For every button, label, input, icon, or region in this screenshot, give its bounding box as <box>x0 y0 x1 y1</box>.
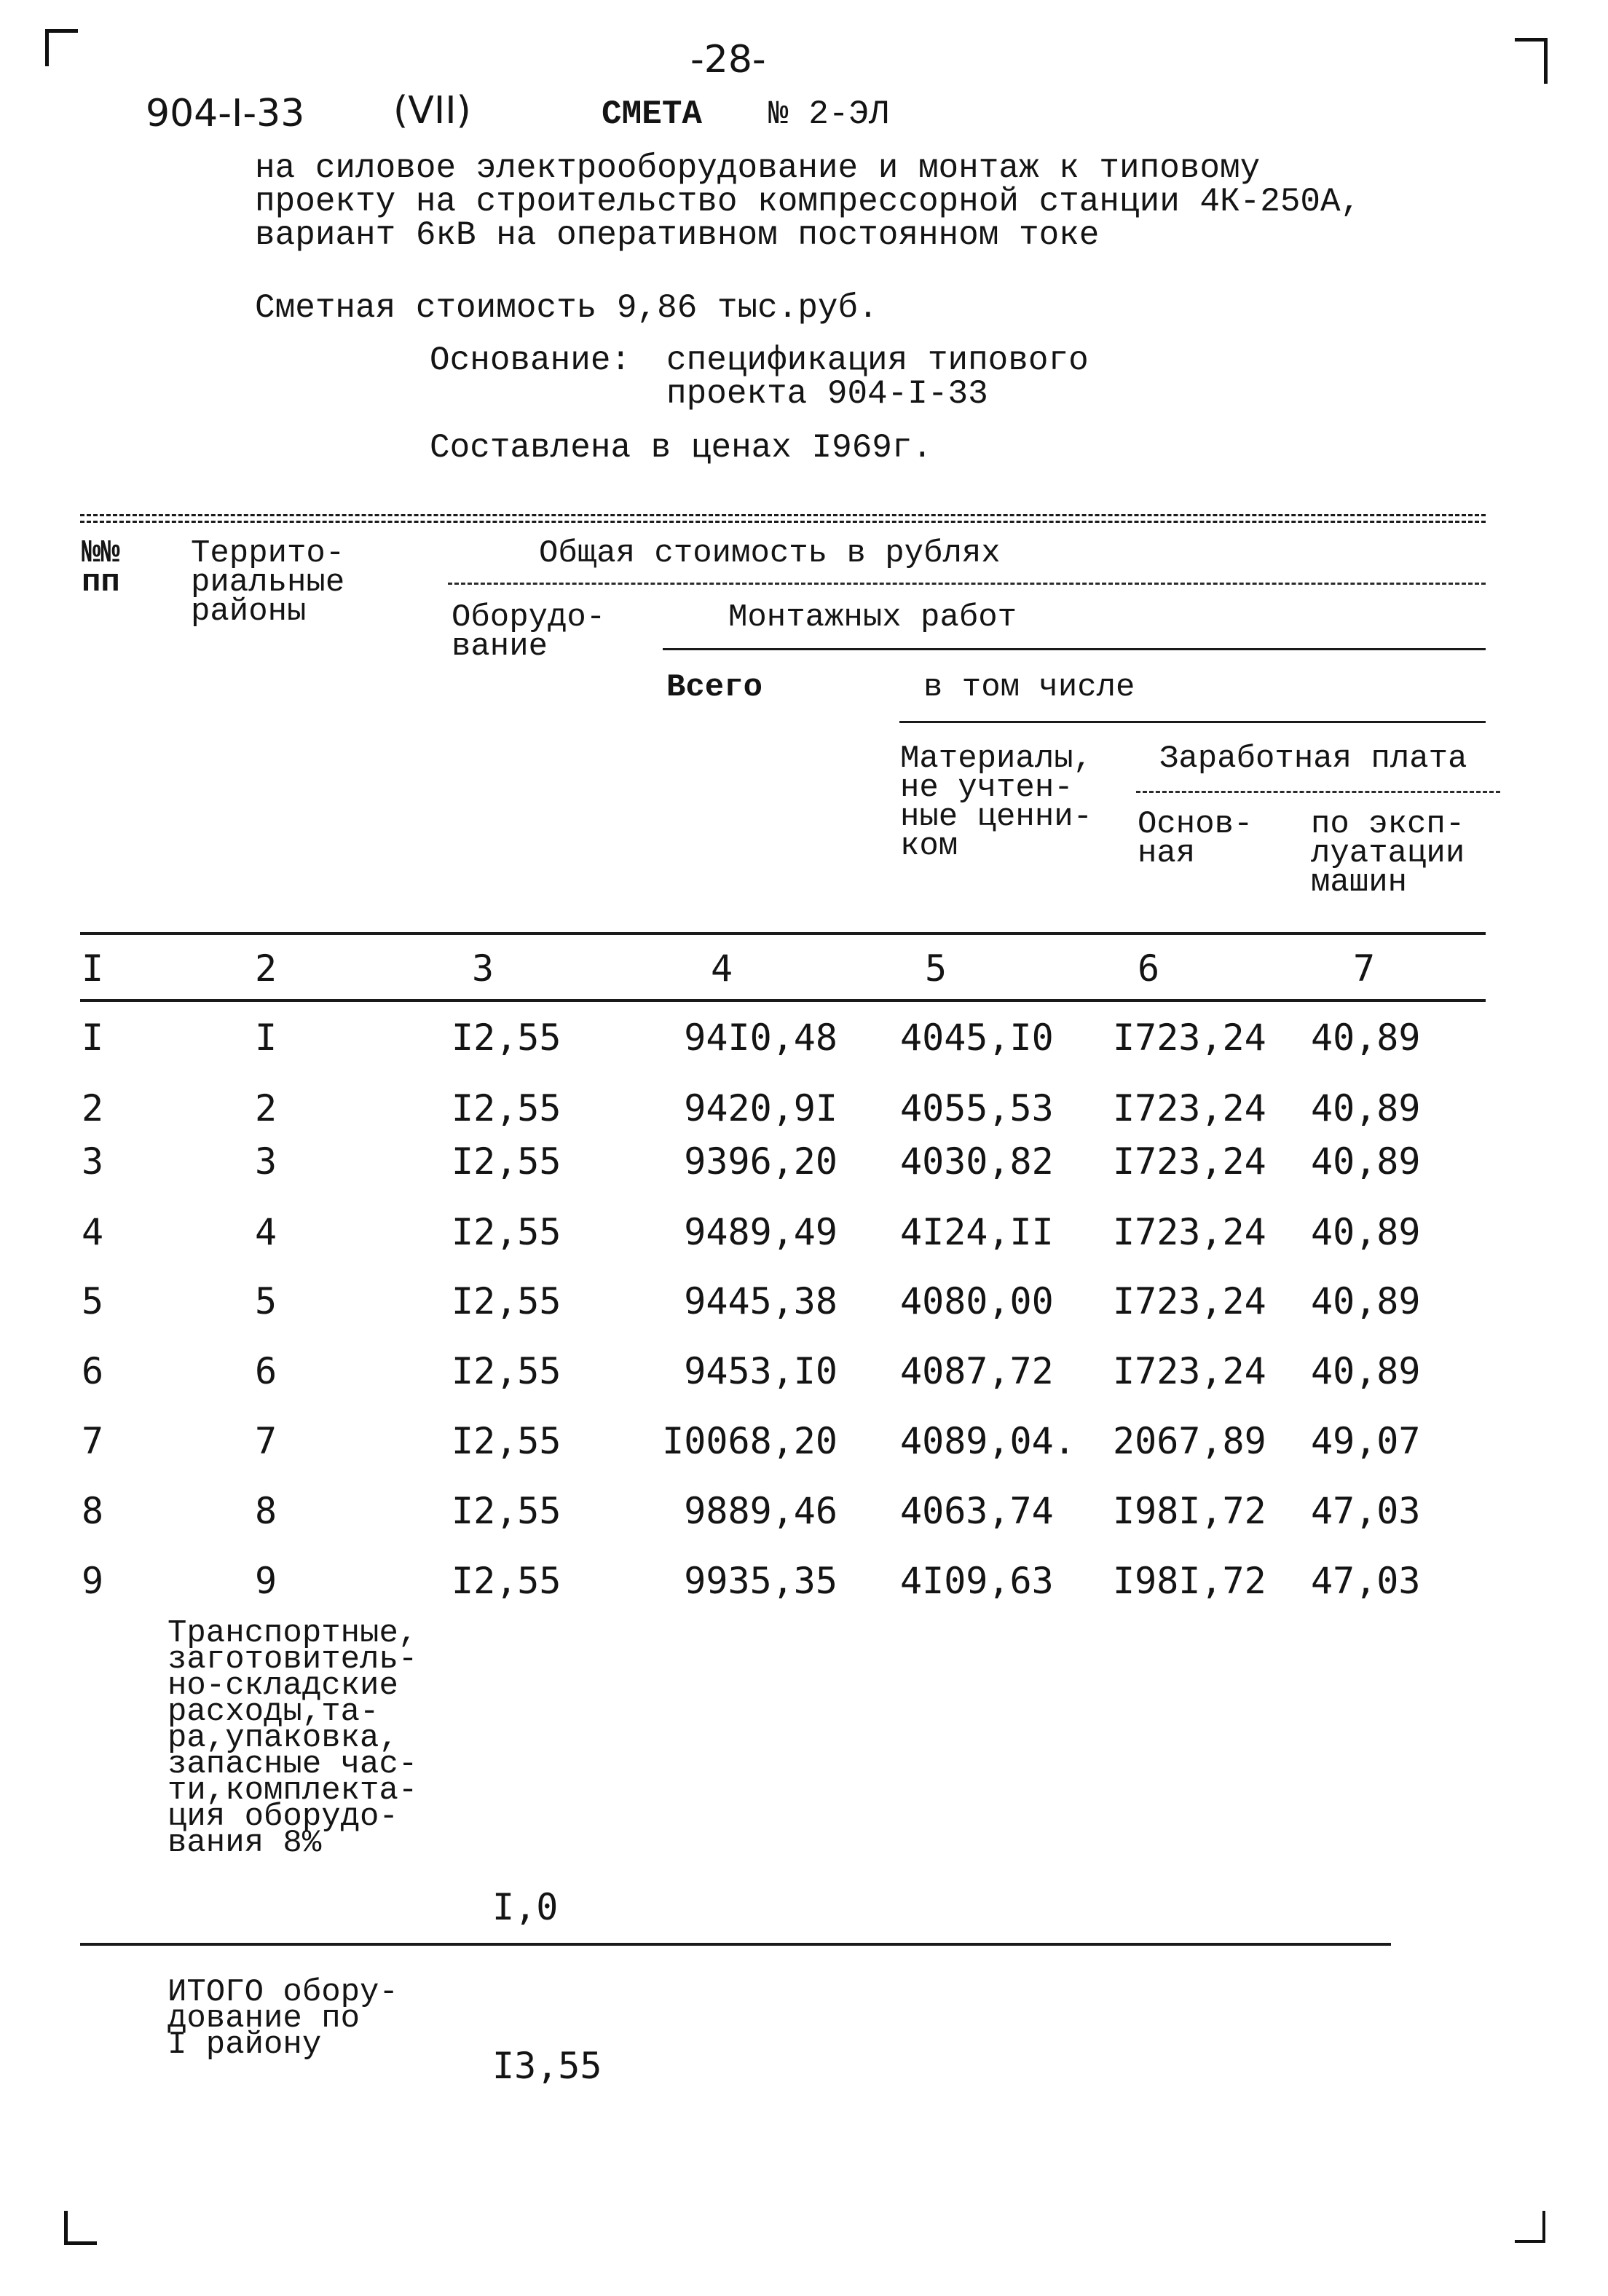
rule-under-wages <box>1136 791 1500 793</box>
table-cell: 4087,72 <box>900 1350 1054 1392</box>
table-cell: I723,24 <box>1113 1087 1266 1129</box>
rule-under-total-cost <box>448 583 1486 585</box>
table-cell: I2,55 <box>452 1140 561 1183</box>
table-cell: 2067,89 <box>1113 1420 1266 1462</box>
table-cell: I2,55 <box>452 1280 561 1322</box>
table-cell: 6 <box>255 1350 277 1392</box>
column-number: 5 <box>925 947 947 990</box>
table-cell: 3 <box>255 1140 277 1183</box>
table-cell: 9420,9I <box>684 1087 838 1129</box>
header-num: №№ пп <box>82 535 120 601</box>
table-cell: 94I0,48 <box>684 1017 838 1059</box>
table-cell: 40,89 <box>1311 1140 1421 1183</box>
document-type: СМЕТА <box>602 95 703 133</box>
project-code: 904-I-33 <box>146 92 305 135</box>
basis-text: спецификация типового проекта 904-I-33 <box>666 342 1089 413</box>
table-top-rule <box>80 514 1486 523</box>
header-wages: Заработная плата <box>1159 741 1467 777</box>
table-cell: 5 <box>82 1280 104 1322</box>
table-cell: 4030,82 <box>900 1140 1054 1183</box>
corner-mark-bottom-left <box>64 2211 97 2245</box>
table-cell: 9935,35 <box>684 1560 838 1602</box>
transport-label: Транспортные, заготовитель- но-складские расходы,та- ра,упаковка, запасные час- ти,комплекта- ция оборудо- вания 8% <box>168 1615 418 1861</box>
table-cell: 4089,04. <box>900 1420 1076 1462</box>
header-installation: Монтажных работ <box>728 599 1017 636</box>
table-cell: 4 <box>255 1211 277 1253</box>
table-cell: 8 <box>255 1490 277 1532</box>
header-including: в том числе <box>923 669 1135 706</box>
table-cell: 4080,00 <box>900 1280 1054 1322</box>
table-cell: I2,55 <box>452 1490 561 1532</box>
table-cell: 47,03 <box>1311 1560 1421 1602</box>
table-cell: 9396,20 <box>684 1140 838 1183</box>
header-total: Всего <box>666 669 763 706</box>
table-cell: 4063,74 <box>900 1490 1054 1532</box>
rule-header-bottom <box>80 932 1486 935</box>
rule-before-total <box>80 1943 1391 1946</box>
table-cell: 9 <box>82 1560 104 1602</box>
table-cell: 40,89 <box>1311 1350 1421 1392</box>
transport-value: I,0 <box>492 1886 559 1928</box>
table-cell: 4I09,63 <box>900 1560 1054 1602</box>
table-cell: I98I,72 <box>1113 1490 1266 1532</box>
table-cell: 6 <box>82 1350 104 1392</box>
table-cell: 40,89 <box>1311 1211 1421 1253</box>
table-cell: I2,55 <box>452 1350 561 1392</box>
column-number: 3 <box>472 947 494 990</box>
header-machines: по эксп- луатации машин <box>1311 806 1465 901</box>
table-cell: 9445,38 <box>684 1280 838 1322</box>
page-number: -28- <box>690 38 766 82</box>
header-basic: Основ- ная <box>1138 806 1253 872</box>
table-cell: I2,55 <box>452 1017 561 1059</box>
table-cell: I2,55 <box>452 1211 561 1253</box>
header-equipment: Оборудо- вание <box>452 599 606 665</box>
table-cell: 7 <box>82 1420 104 1462</box>
column-number: 4 <box>711 947 733 990</box>
table-cell: 3 <box>82 1140 104 1183</box>
header-region: Террито- риальные районы <box>191 535 345 630</box>
column-number: 2 <box>255 947 277 990</box>
corner-mark-top-right <box>1515 38 1548 84</box>
prices-year: Составлена в ценах I969г. <box>430 429 933 467</box>
table-cell: I723,24 <box>1113 1280 1266 1322</box>
table-cell: 4 <box>82 1211 104 1253</box>
table-cell: I0068,20 <box>662 1420 838 1462</box>
total-value: I3,55 <box>492 2045 602 2087</box>
table-cell: I723,24 <box>1113 1350 1266 1392</box>
basis-label: Основание: <box>430 342 631 379</box>
corner-mark-bottom-right <box>1515 2211 1545 2243</box>
table-cell: 8 <box>82 1490 104 1532</box>
table-cell: I2,55 <box>452 1420 561 1462</box>
table-cell: I98I,72 <box>1113 1560 1266 1602</box>
table-cell: I723,24 <box>1113 1211 1266 1253</box>
header-materials: Материалы, не учтен- ные ценни- ком <box>900 741 1093 864</box>
table-cell: 9489,49 <box>684 1211 838 1253</box>
volume-number: (VII) <box>393 89 471 133</box>
table-cell: I <box>255 1017 277 1059</box>
table-cell: 4I24,II <box>900 1211 1054 1253</box>
total-label: ИТОГО обору- дование по I району <box>168 1974 398 2063</box>
estimated-cost: Сметная стоимость 9,86 тыс.руб. <box>255 289 878 327</box>
table-cell: 40,89 <box>1311 1280 1421 1322</box>
document-description: на силовое электрооборудование и монтаж к типовому проекту на строительство компрессорной станции 4К-250А, вариант 6кВ на оперативном постоянном токе <box>255 149 1361 254</box>
table-cell: 9889,46 <box>684 1490 838 1532</box>
table-cell: I <box>82 1017 104 1059</box>
table-cell: 7 <box>255 1420 277 1462</box>
table-cell: 2 <box>255 1087 277 1129</box>
table-cell: 49,07 <box>1311 1420 1421 1462</box>
table-cell: 5 <box>255 1280 277 1322</box>
table-cell: I723,24 <box>1113 1140 1266 1183</box>
table-cell: 47,03 <box>1311 1490 1421 1532</box>
table-cell: 40,89 <box>1311 1087 1421 1129</box>
table-cell: 4045,I0 <box>900 1017 1054 1059</box>
table-cell: 40,89 <box>1311 1017 1421 1059</box>
rule-under-including <box>899 721 1486 723</box>
table-cell: 9453,I0 <box>684 1350 838 1392</box>
table-cell: I723,24 <box>1113 1017 1266 1059</box>
header-total-cost: Общая стоимость в рублях <box>539 535 1001 572</box>
table-cell: 4055,53 <box>900 1087 1054 1129</box>
column-number: 7 <box>1353 947 1376 990</box>
column-number: 6 <box>1138 947 1160 990</box>
document-number: № 2-ЭЛ <box>768 95 889 133</box>
rule-under-column-numbers <box>80 999 1486 1002</box>
corner-mark-top-left <box>45 29 78 66</box>
table-cell: I2,55 <box>452 1560 561 1602</box>
column-number: I <box>82 947 104 990</box>
table-cell: 9 <box>255 1560 277 1602</box>
table-cell: 2 <box>82 1087 104 1129</box>
table-cell: I2,55 <box>452 1087 561 1129</box>
rule-under-installation <box>663 648 1486 650</box>
